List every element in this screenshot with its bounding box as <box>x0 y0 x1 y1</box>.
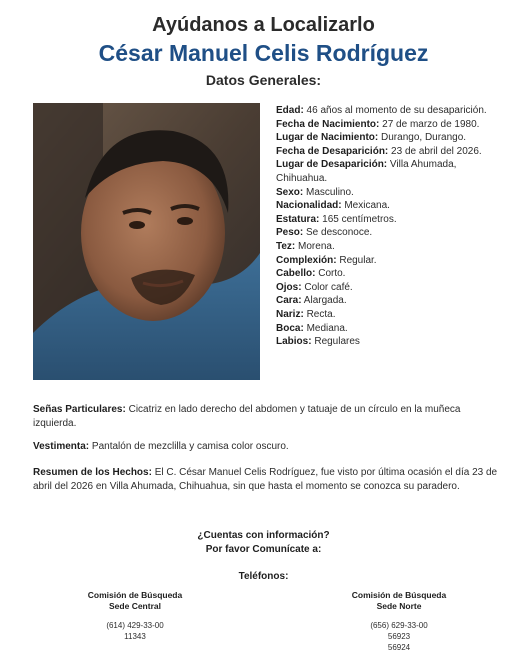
office-norte <box>309 590 489 653</box>
office-phone: (656) 629-33-00 <box>370 621 428 630</box>
detail-row: Cabello: Corto. <box>276 268 346 280</box>
detail-row: Ojos: Color café. <box>276 281 353 293</box>
detail-row: Lugar de Nacimiento: Durango, Durango. <box>276 132 467 144</box>
summary: Resumen de los Hechos: El C. César Manuel Celis Rodríguez, fue visto por última ocasión el día 23 de abril del 2026 en Villa Ahumada, Chihuahua, sin que hasta el momento se conozca su paradero. <box>33 467 498 492</box>
office-extension: 56924 <box>387 643 411 652</box>
phones-label: Teléfonos: <box>238 571 289 582</box>
detail-row: Tez: Morena. <box>276 240 335 252</box>
person-name: César Manuel Celis Rodríguez <box>98 40 429 66</box>
contact-call: Por favor Comunícate a: <box>205 544 322 555</box>
clothing: Vestimenta: Pantalón de mezclilla y camisa color oscuro. <box>33 441 289 452</box>
office-name: Comisión de Búsqueda <box>87 590 183 600</box>
distinguishing-marks: Señas Particulares: Cicatriz en lado derecho del abdomen y tatuaje de un círculo en la muñeca izquierda. <box>33 404 461 429</box>
office-central <box>45 590 225 642</box>
detail-row: Complexión: Regular. <box>276 254 377 266</box>
detail-row: Nacionalidad: Mexicana. <box>276 200 390 212</box>
detail-row: Estatura: 165 centímetros. <box>276 213 397 225</box>
section-title: Datos Generales: <box>205 72 322 88</box>
office-extension: 56923 <box>387 632 411 641</box>
detail-row: Nariz: Recta. <box>276 308 336 320</box>
detail-row: Fecha de Nacimiento: 27 de marzo de 1980. <box>276 118 480 130</box>
office-location: Sede Central <box>109 601 161 611</box>
detail-row: Boca: Mediana. <box>276 322 348 334</box>
detail-row: Labios: Regulares <box>276 336 360 348</box>
office-name: Comisión de Búsqueda <box>351 590 447 600</box>
detail-row: Cara: Alargada. <box>276 295 347 307</box>
detail-row: Fecha de Desaparición: 23 de abril del 2026. <box>276 145 482 157</box>
detail-row: Lugar de Desaparición: Villa Ahumada, Chihuahua. <box>276 159 457 184</box>
office-location: Sede Norte <box>376 601 422 611</box>
office-phone: (614) 429-33-00 <box>106 621 164 630</box>
person-photo <box>33 103 260 380</box>
contact-question: ¿Cuentas con información? <box>197 530 330 541</box>
detail-row: Edad: 46 años al momento de su desaparición. <box>276 105 487 116</box>
detail-row: Sexo: Masculino. <box>276 186 354 198</box>
general-details <box>276 104 508 349</box>
office-extension: 11343 <box>124 632 146 641</box>
header-title: Ayúdanos a Localizarlo <box>152 14 375 36</box>
detail-row: Peso: Se desconoce. <box>276 227 373 239</box>
